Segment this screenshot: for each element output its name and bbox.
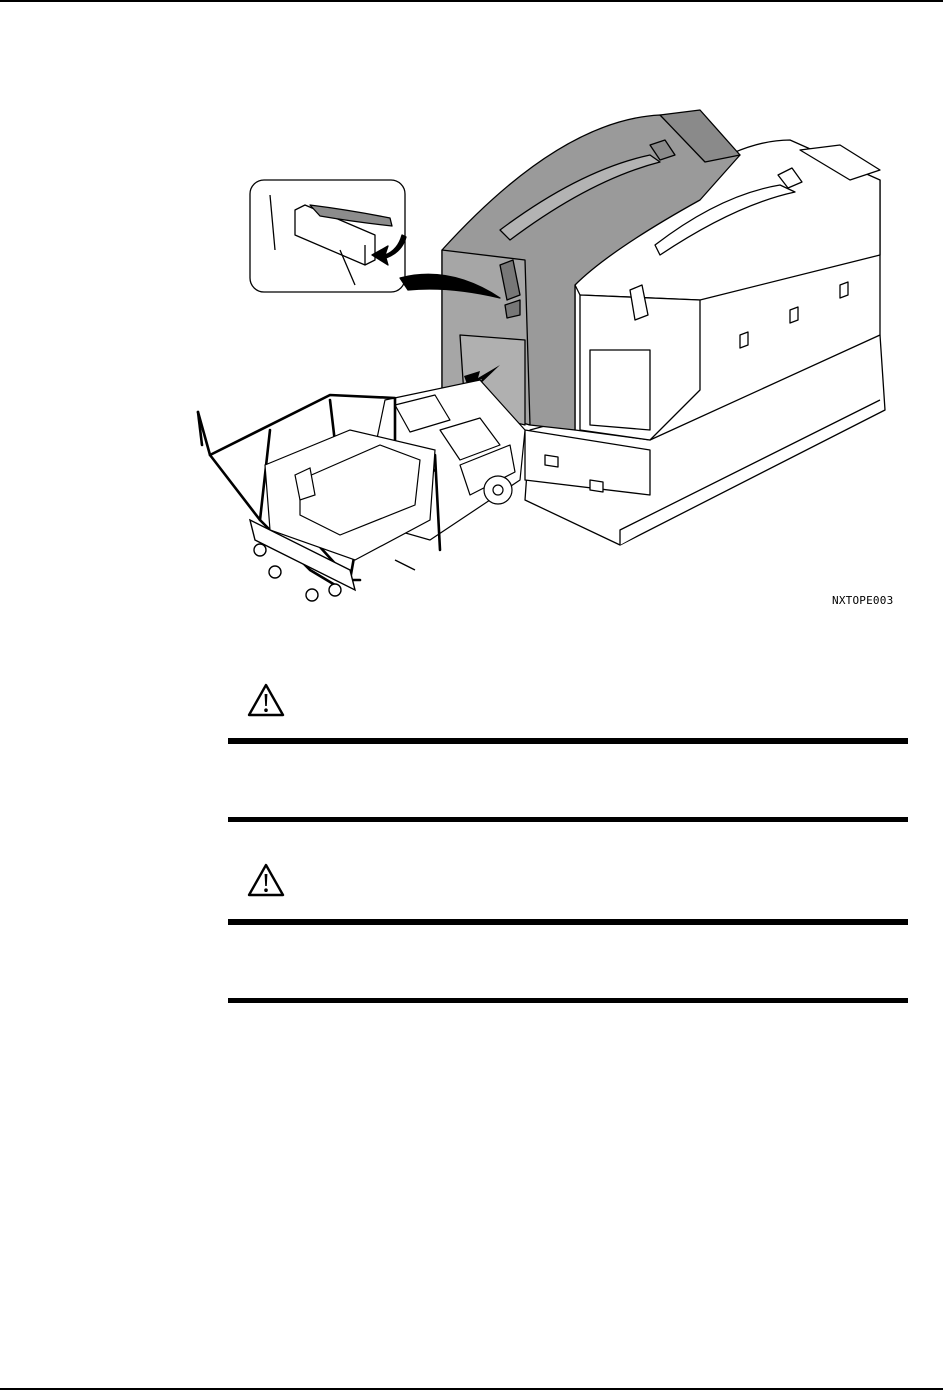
caution-rule-bottom: [228, 817, 908, 822]
caution-rule-bottom: [228, 998, 908, 1003]
page-header-rule: [0, 0, 943, 2]
caution-rule-top: [228, 919, 908, 925]
warning-triangle-icon: [246, 682, 286, 718]
caution-block-1: [228, 680, 908, 825]
caution-block-2: [228, 860, 908, 1008]
page-footer-rule: [0, 1388, 943, 1390]
figure-code-label: NXTOPE003: [832, 594, 894, 607]
warning-triangle-icon: [246, 862, 286, 898]
caution-rule-top: [228, 738, 908, 744]
machine-illustration: [180, 100, 900, 620]
